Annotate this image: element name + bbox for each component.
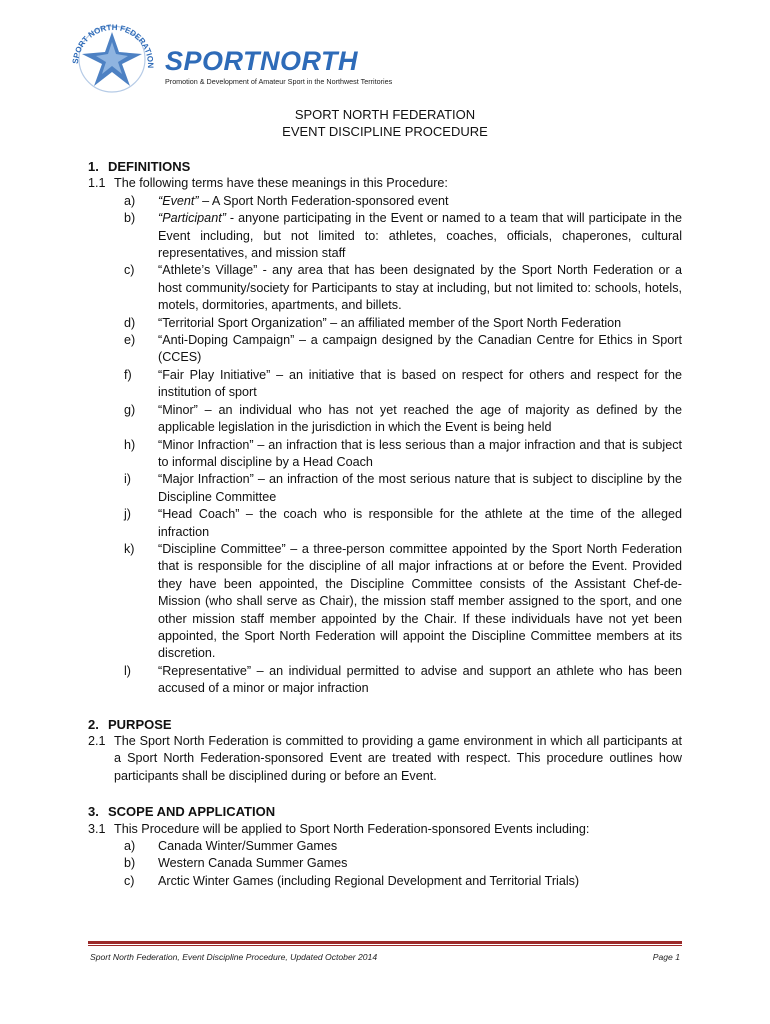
clause-number: 2.1 (88, 734, 106, 748)
section-title: DEFINITIONS (108, 159, 191, 174)
list-item (124, 663, 682, 698)
item-label: a) (124, 193, 136, 208)
item-label: l) (124, 663, 131, 678)
list-item (124, 506, 682, 541)
list-item (124, 262, 682, 314)
item-text: “Major Infraction” – an infraction of the most serious nature that is subject to discipline by the Discipline Committee (158, 472, 682, 504)
section-title: PURPOSE (108, 716, 172, 732)
item-text: “Fair Play Initiative” – an initiative that is based on respect for others and respect for the institution of sport (158, 367, 682, 400)
item-label: a) (124, 839, 136, 854)
item-label: c) (124, 873, 135, 888)
list-item (124, 873, 682, 890)
event-list (124, 838, 682, 890)
logo-ring-text: SPORT NORTH FEDERATION (70, 22, 156, 69)
list-item (124, 838, 682, 855)
document-subtitle: EVENT DISCIPLINE PROCEDURE (282, 124, 488, 139)
list-item (124, 210, 682, 262)
document-body (88, 158, 682, 890)
clause (88, 175, 682, 192)
item-label: h) (124, 437, 136, 452)
clause-text: This Procedure will be applied to Sport North Federation-sponsored Events including: (114, 821, 590, 836)
item-label: b) (124, 856, 136, 871)
clause (88, 733, 682, 785)
item-term: “Event” (158, 193, 199, 208)
section-number: 2. (88, 716, 99, 732)
footer-document-info: Sport North Federation, Event Discipline Procedure, Updated October 2014 (90, 952, 378, 962)
brand-name: SPORTNORTH (165, 46, 359, 76)
list-item (124, 193, 682, 210)
item-label: e) (124, 333, 136, 348)
list-item (124, 541, 682, 663)
clause-text: The following terms have these meanings in this Procedure: (114, 176, 448, 191)
footer-rule-thin (88, 945, 682, 946)
item-text: “Athlete’s Village” - any area that has been designated by the Sport North Federation or a host community/society for Participants to stay at including, but not limited to: schools, hotels, motels, dormitories, apartments, and billets. (158, 263, 682, 313)
section-heading (88, 158, 682, 175)
item-definition: – A Sport North Federation-sponsored event (198, 193, 449, 208)
list-item (124, 332, 682, 367)
list-item (124, 855, 682, 872)
item-label: b) (124, 211, 136, 226)
item-label: i) (124, 472, 131, 487)
logo-emblem-icon (64, 14, 164, 96)
section-heading (88, 803, 682, 820)
section-number: 3. (88, 804, 99, 820)
item-text: “Representative” – an individual permitted to advise and support an athlete who has been accused of a minor or major infraction (158, 663, 682, 696)
item-label: k) (124, 541, 135, 556)
footer-page-number: Page 1 (652, 952, 680, 962)
list-item (124, 402, 682, 437)
clause-number: 1.1 (88, 176, 106, 191)
item-label: j) (124, 507, 131, 522)
clause-text: The Sport North Federation is committed to providing a game environment in which all participants at a Sport North Federation-sponsored Event are treated with respect. This procedure outlines how participants shall be disciplined during or before an Event. (114, 734, 682, 783)
section-heading (88, 716, 682, 733)
item-text: “Anti-Doping Campaign” – a campaign designed by the Canadian Centre for Ethics in Sport (CCES) (158, 333, 682, 365)
item-label: c) (124, 263, 135, 278)
document-title: SPORT NORTH FEDERATION (294, 107, 476, 122)
section-number: 1. (88, 159, 99, 174)
item-definition: - anyone participating in the Event or named to a team that will participate in the Event including, but not limited to: athletes, coaches, officials, chaperones, cultural representatives, and mission staff (158, 211, 682, 261)
item-text: “Head Coach” – the coach who is responsible for the athlete at the time of the alleged infraction (158, 507, 682, 539)
list-item (124, 315, 682, 332)
item-text: Western Canada Summer Games (158, 856, 348, 871)
section-title: SCOPE AND APPLICATION (108, 804, 276, 820)
clause-number: 3.1 (88, 821, 106, 836)
item-text: Arctic Winter Games (including Regional Development and Territorial Trials) (158, 873, 580, 888)
footer-rule (88, 941, 682, 944)
brand-tagline: Promotion & Development of Amateur Sport in the Northwest Territories (165, 77, 393, 86)
sport-north-logo (64, 14, 424, 96)
list-item (124, 437, 682, 472)
item-text (158, 210, 682, 262)
item-text: “Discipline Committee” – a three-person committee appointed by the Sport North Federation that is responsible for the discipline of all major infractions at or before the Event. Provided they have been appointed, the Discipline Committee consists of the Assistant Chef-de-Mission (who shall serve as Chair), the mission staff member assigned to the sport, and one other mission staff member appointed by the Chair. If these individuals have not yet been appointed, the Sport North Federation will appoint the Discipline Committee members at its discretion. (158, 541, 682, 661)
definition-list (124, 193, 682, 698)
clause (88, 821, 682, 838)
item-text: “Territorial Sport Organization” – an affiliated member of the Sport North Federation (158, 315, 622, 330)
item-text: “Minor” – an individual who has not yet reached the age of majority as defined by the applicable legislation in the jurisdiction in which the Event is being held (158, 402, 682, 435)
item-label: d) (124, 315, 136, 330)
item-label: g) (124, 402, 136, 417)
item-label: f) (124, 367, 132, 382)
item-text: Canada Winter/Summer Games (158, 839, 338, 854)
item-term: “Participant” (158, 211, 226, 226)
list-item (124, 471, 682, 506)
item-text (158, 193, 682, 210)
list-item (124, 367, 682, 402)
item-text: “Minor Infraction” – an infraction that is less serious than a major infraction and that is subject to informal discipline by a Head Coach (158, 437, 682, 469)
